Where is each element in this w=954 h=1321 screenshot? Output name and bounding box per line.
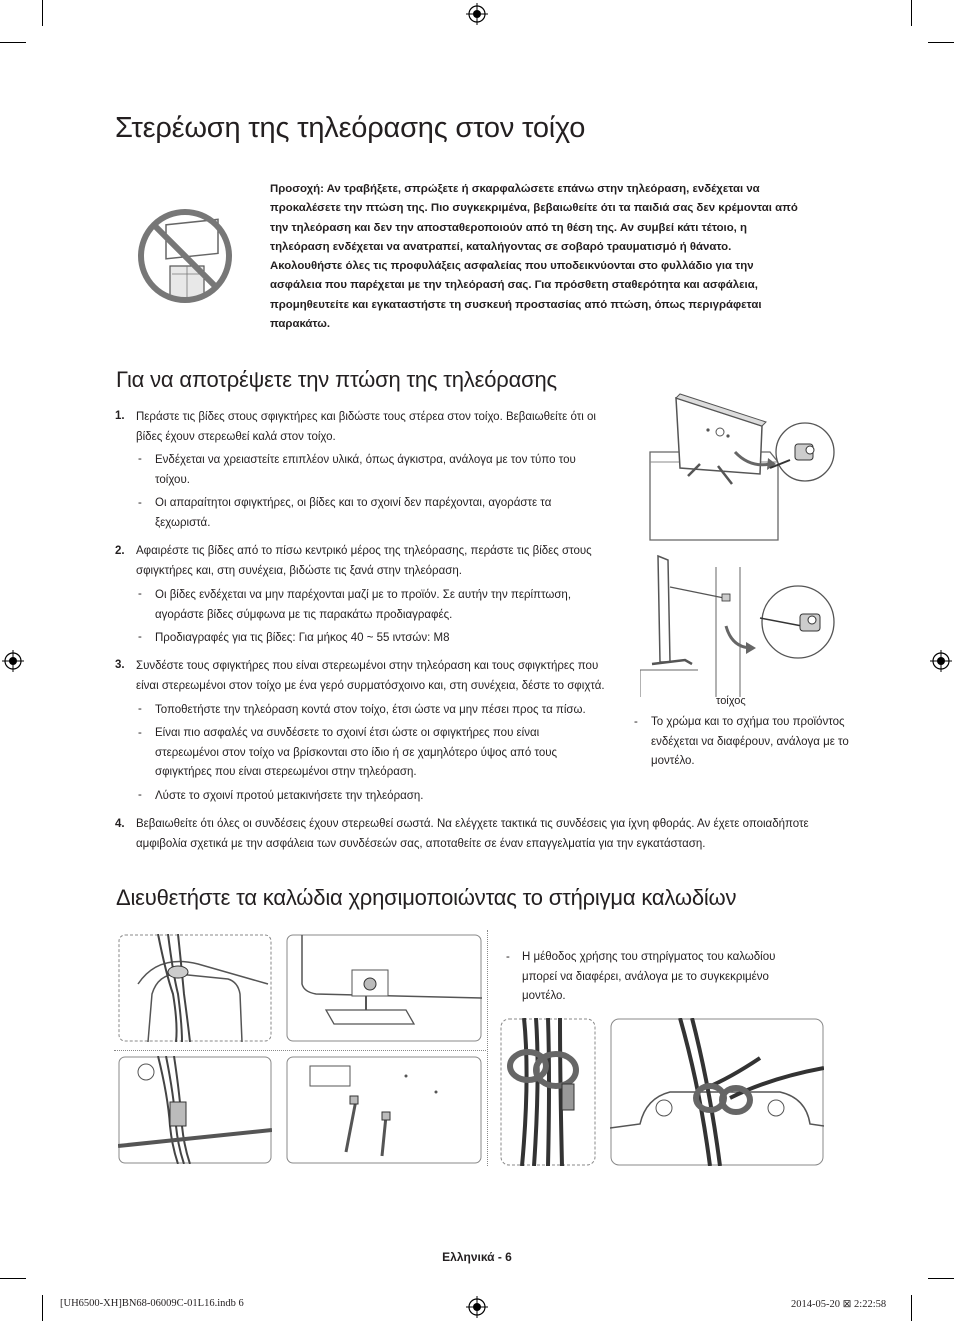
cable-hook-closeup-illustration	[118, 1056, 272, 1164]
page-title: Στερέωση της τηλεόρασης στον τοίχο	[115, 112, 586, 144]
step-note: Προδιαγραφές για τις βίδες: Για μήκος 40 ~ 55 ιντσών: M8	[155, 632, 450, 644]
section-heading-cable-holder: Διευθετήστε τα καλώδια χρησιμοποιώντας το στήριγμα καλωδίων	[116, 885, 737, 910]
registration-mark-icon	[466, 3, 488, 25]
warning-paragraph: Προσοχή: Αν τραβήξετε, σπρώξετε ή σκαρφαλώσετε επάνω στην τηλεόραση, ενδέχεται να προκαλέσετε την πτώση της. Πιο συγκεκριμένα, βεβαιωθείτε ότι τα παιδιά σας δεν κρέμονται από την τηλεόραση και δεν την αποσταθεροποιούν από τη θέση της. Αν συμβεί κάτι τέτοιο, η τηλεόραση ενδέχεται να ανατραπεί, καταλήγοντας σε σοβαρό τραυματισμό ή θάνατο. Ακολουθήστε όλες τις προφυλάξεις ασφαλείας που υποδεικνύονται στο φυλλάδιο για την ασφάλεια που παρέχεται με την τηλεόρασή σας. Για πρόσθετη σταθερότητα και ασφάλεια, προμηθευτείτε και εγκαταστήστε τη συσκευή προστασίας από πτώση, όπως περιγράφεται παρακάτω.	[270, 183, 798, 331]
cable-tie-stand-illustration	[610, 1018, 824, 1166]
bullet-dash: -	[138, 453, 142, 465]
crop-mark	[0, 42, 26, 43]
step-note: Λύστε το σχοινί προτού μετακινήσετε την τηλεόραση.	[155, 790, 424, 802]
cable-holder-steps-figure	[114, 930, 486, 1166]
step-text: Συνδέστε τους σφιγκτήρες που είναι στερεωμένοι στην τηλεόραση και τους σφιγκτήρες που είναι στερεωμένοι στον τοίχο με ένα γερό συρματόσχοινο και, στη συνέχεια, δέστε το σφιχτά.	[136, 660, 605, 692]
vertical-dotted-divider	[487, 930, 488, 1166]
crop-mark	[928, 1278, 954, 1279]
step-note: Οι βίδες ενδέχεται να μην παρέχονται μαζί με το προϊόν. Σε αυτήν την περίπτωση, αγοράστε βίδες σύμφωνα με τις παρακάτω προδιαγραφές.	[155, 589, 572, 621]
step-note: Ενδέχεται να χρειαστείτε επιπλέον υλικά, όπως άγκιστρα, ανάλογα με τον τύπο του τοίχου.	[155, 454, 576, 486]
section-heading-prevent-fall: Για να αποτρέψετε την πτώση της τηλεόρασης	[116, 367, 557, 392]
tv-stand-holder-illustration	[286, 934, 482, 1042]
registration-mark-icon	[2, 650, 24, 672]
tv-back-holder-illustration	[286, 1056, 482, 1164]
crop-mark	[928, 42, 954, 43]
step-note: Είναι πιο ασφαλές να συνδέσετε το σχοινί έτσι ώστε οι σφιγκτήρες που είναι στερεωμένοι στον τοίχο να βρίσκονται στο ίδιο ή σε χαμηλότερο ύψος από τους σφιγκτήρες που είναι στερεωμένοι στην τηλεόραση.	[155, 727, 558, 778]
step-note: Τοποθετήστε την τηλεόραση κοντά στον τοίχο, έτσι ώστε να μην πέσει προς τα πίσω.	[155, 704, 586, 716]
bullet-dash: -	[138, 631, 142, 643]
tv-screw-illustration	[640, 392, 840, 542]
step-number: 3.	[115, 659, 125, 671]
bullet-dash: -	[138, 789, 142, 801]
crop-mark	[42, 0, 43, 26]
figure-note: Το χρώμα και το σχήμα του προϊόντος ενδέχεται να διαφέρουν, ανάλογα με το μοντέλο.	[651, 716, 849, 767]
step-note: Οι απαραίτητοι σφιγκτήρες, οι βίδες και το σχοινί δεν παρέχονται, αγοράστε τα ξεχωριστά.	[155, 497, 552, 529]
tv-wall-cord-illustration	[640, 552, 840, 697]
step-text: Αφαιρέστε τις βίδες από το πίσω κεντρικό μέρος της τηλεόρασης, περάστε τις βίδες στους σφιγκτήρες και, στη συνέχεια, βιδώστε τις ξανά στην τηλεόραση.	[136, 545, 592, 577]
crop-mark	[42, 1295, 43, 1321]
wall-label: τοίχος	[716, 695, 746, 707]
dotted-divider	[114, 1050, 486, 1051]
bullet-dash: -	[634, 716, 638, 728]
step-number: 2.	[115, 545, 125, 557]
bullet-dash: -	[138, 727, 142, 739]
crop-mark	[911, 0, 912, 26]
registration-mark-icon	[466, 1296, 488, 1318]
step-number: 4.	[115, 818, 125, 830]
no-climbing-warning-icon	[136, 208, 234, 304]
crop-mark	[0, 1278, 26, 1279]
print-slug-left: [UH6500-XH]BN68-06009C-01L16.indb 6	[60, 1298, 244, 1309]
bullet-dash: -	[138, 703, 142, 715]
crop-mark	[911, 1295, 912, 1321]
print-slug-right: 2014-05-20 ⊠ 2:22:58	[791, 1299, 887, 1310]
step-text: Βεβαιωθείτε ότι όλες οι συνδέσεις έχουν στερεωθεί σωστά. Να ελέγχετε τακτικά τις συνδέσεις για ίχνη φθοράς. Αν έχετε οποιαδήποτε αμφιβολία σχετικά με την ασφάλεια των συνδέσεών σας, αποταθείτε σε έναν επαγγελματία για την εγκατάσταση.	[136, 818, 809, 850]
cable-holder-note: Η μέθοδος χρήσης του στηρίγματος του καλωδίου μπορεί να διαφέρει, ανάλογα με το συγκεκριμένο μοντέλο.	[522, 951, 776, 1002]
registration-mark-icon	[930, 650, 952, 672]
bullet-dash: -	[506, 951, 510, 963]
bullet-dash: -	[138, 588, 142, 600]
step-text: Περάστε τις βίδες στους σφιγκτήρες και βιδώστε τους στέρεα στον τοίχο. Βεβαιωθείτε ότι οι βίδες έχουν στερεωθεί καλά στον τοίχο.	[136, 411, 596, 443]
bullet-dash: -	[138, 497, 142, 509]
step-number: 1.	[115, 410, 125, 422]
page-number: Ελληνικά - 6	[442, 1250, 512, 1264]
cable-bundle-closeup-illustration	[118, 934, 272, 1042]
cable-tie-bundle-illustration	[500, 1018, 596, 1166]
